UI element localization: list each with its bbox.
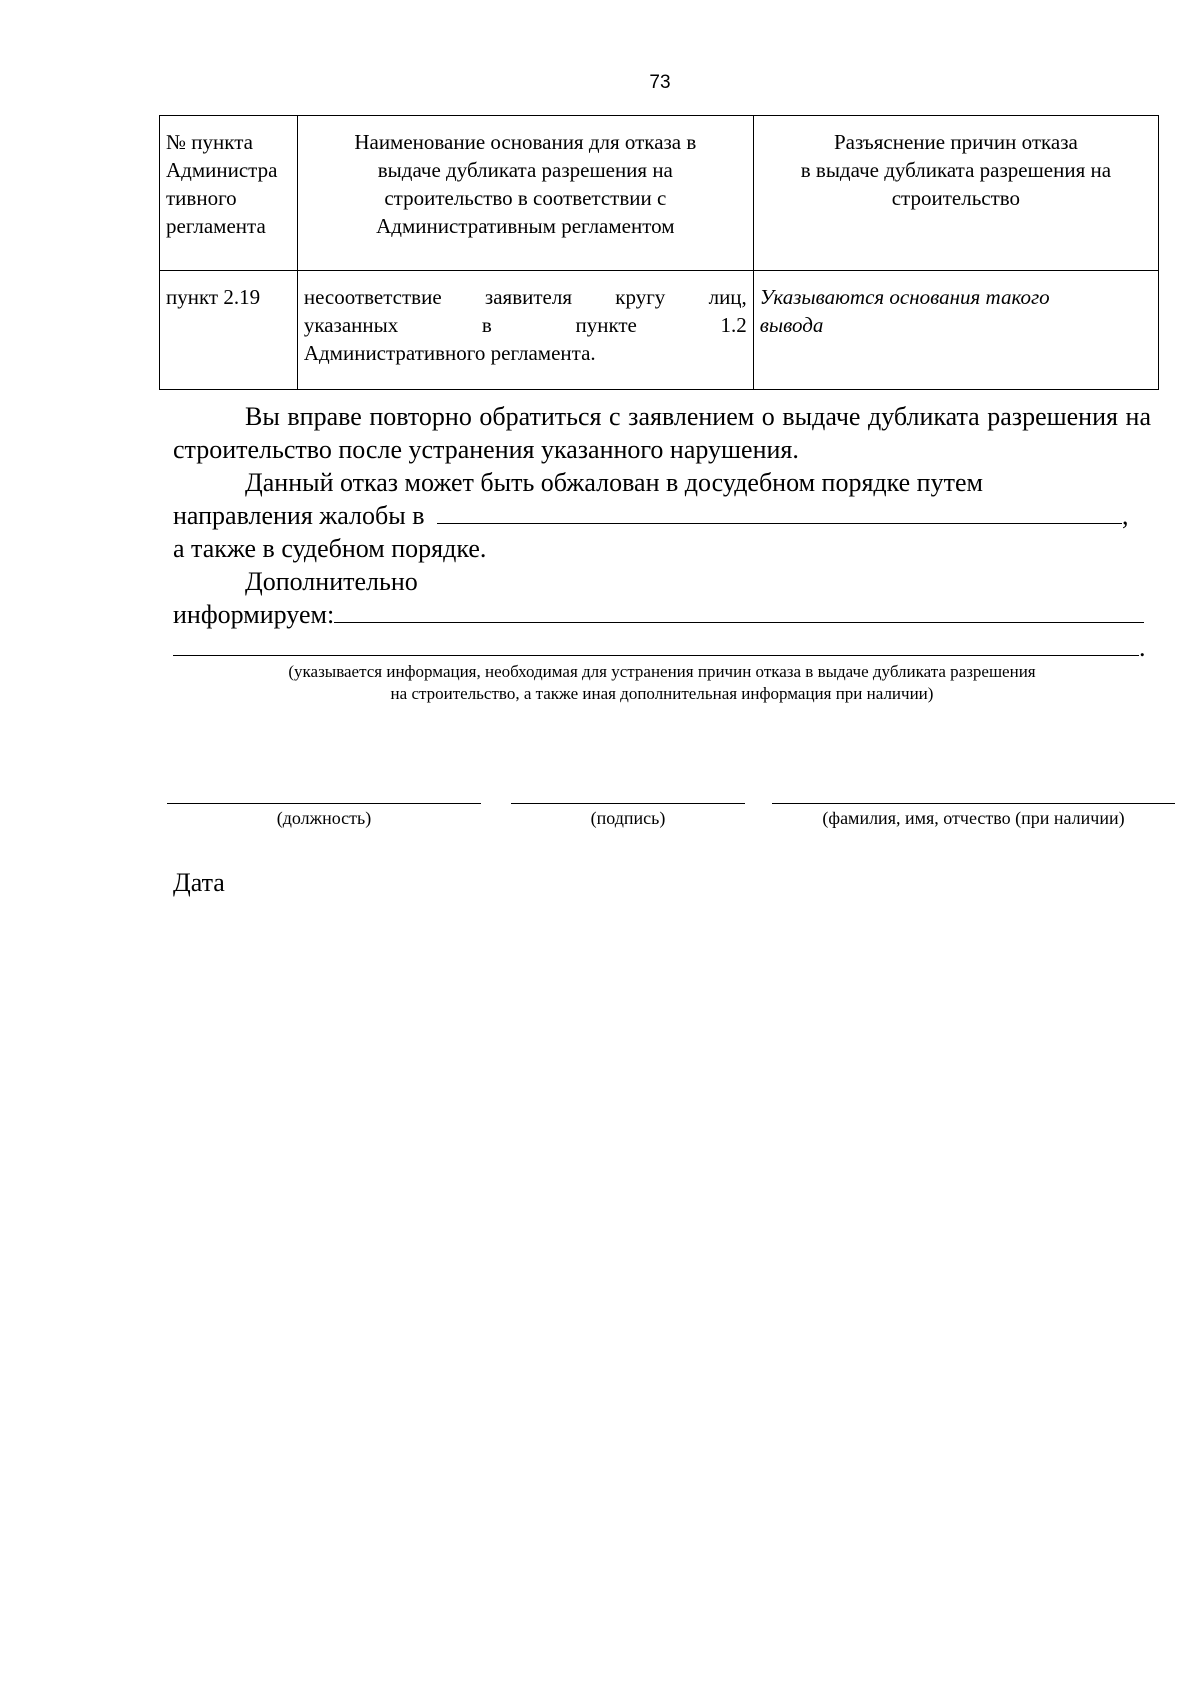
- row-explanation: Указываются основания такого вывода: [753, 271, 1158, 390]
- inform-hint: (указывается информация, необходимая для устранения причин отказа в выдаче дубликата разрешения на строительство, а также иная дополнительная информация при наличии): [288, 662, 1036, 703]
- signature-line[interactable]: [511, 803, 745, 804]
- date-label: Дата: [173, 868, 225, 897]
- complaint-line: направления жалобы в ,: [173, 501, 1129, 530]
- paragraph-reapply: Вы вправе повторно обратиться с заявлением о выдаче дубликата разрешения на строительство после устранения указанного нарушения.: [173, 402, 1151, 464]
- complaint-blank[interactable]: [437, 499, 1122, 524]
- row-point-number: пункт 2.19: [160, 271, 298, 390]
- signature-caption: (подпись): [590, 808, 666, 828]
- inform-blank[interactable]: [334, 598, 1144, 623]
- header-point-number: № пункта Администра тивного регламента: [160, 116, 298, 271]
- position-signature-line[interactable]: [167, 803, 481, 804]
- position-caption: (должность): [276, 808, 372, 828]
- header-explanation: Разъяснение причин отказа в выдаче дубликата разрешения на строительство: [753, 116, 1158, 271]
- court-line: а также в судебном порядке.: [173, 534, 487, 563]
- full-name-signature-line[interactable]: [772, 803, 1175, 804]
- refusal-reasons-table: [159, 115, 1159, 390]
- body-text: [173, 400, 1151, 664]
- inform-continuation-line: .: [173, 631, 1151, 664]
- table-header-row: [160, 116, 1159, 271]
- inform-line: информируем:: [173, 598, 1151, 631]
- header-reason-name: Наименование основания для отказа в выдаче дубликата разрешения на строительство в соответствии с Административным регламентом: [297, 116, 753, 271]
- inform-blank-2[interactable]: [173, 631, 1139, 656]
- additional-label: Дополнительно: [245, 567, 418, 596]
- table-row: [160, 271, 1159, 390]
- paragraph-appeal: Данный отказ может быть обжалован в досудебном порядке путем: [245, 468, 983, 497]
- full-name-caption: (фамилия, имя, отчество (при наличии): [822, 808, 1125, 828]
- page-number: 73: [649, 72, 671, 93]
- row-reason: несоответствие заявителя кругу лиц, указанных в пункте 1.2 Административного регламента.: [297, 271, 753, 390]
